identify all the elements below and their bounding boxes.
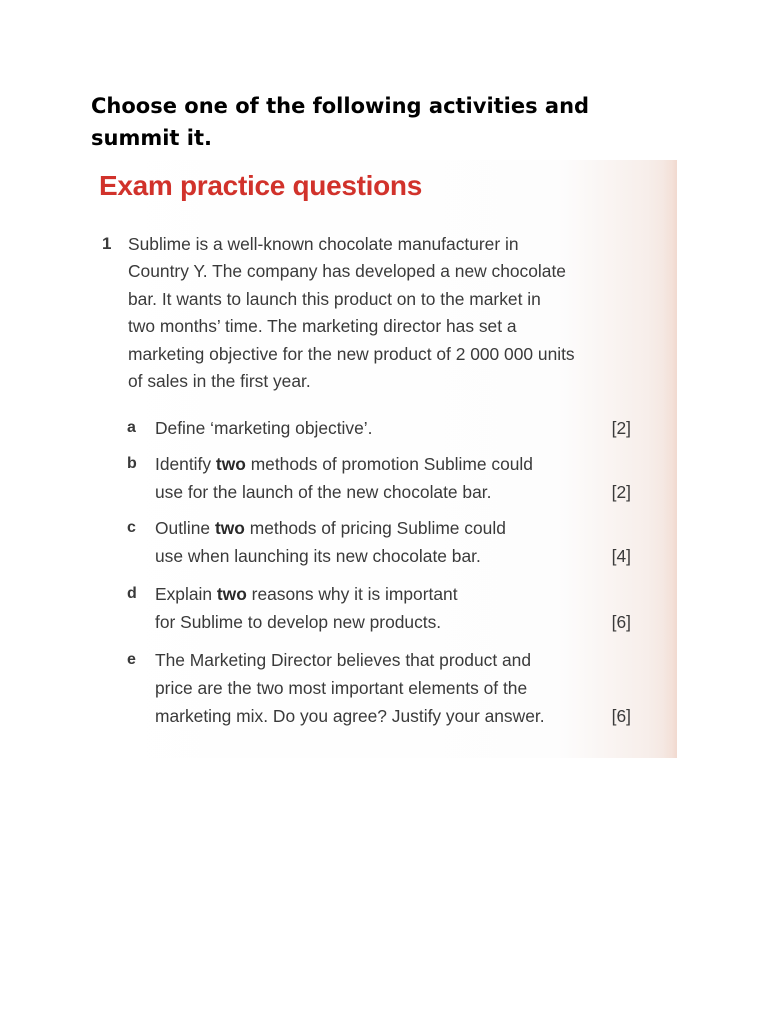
part-letter: a	[127, 419, 136, 436]
marks-label: [2]	[611, 482, 631, 502]
part-line	[155, 580, 595, 608]
part-text-segment: price are the two most important elements of the	[155, 678, 528, 698]
emphasis-text: two	[215, 454, 246, 474]
part-text	[155, 646, 595, 730]
stem-line: two months’ time. The marketing director has set a	[128, 316, 517, 337]
part-text-segment: methods of pricing Sublime could	[244, 518, 506, 538]
part-text-segment: use for the launch of the new chocolate bar.	[155, 482, 492, 502]
stem-line: Sublime is a well-known chocolate manufacturer in	[128, 234, 519, 254]
question-part-a	[85, 414, 645, 442]
part-text-segment: Explain	[155, 584, 217, 604]
part-line	[155, 702, 595, 730]
part-line	[155, 542, 595, 570]
part-text-segment: for Sublime to develop new products.	[155, 612, 442, 632]
part-text-segment: Outline	[155, 518, 215, 538]
question-part-b	[85, 450, 645, 506]
marks-label: [6]	[611, 706, 631, 726]
question-number: 1	[102, 234, 112, 253]
instruction-line-2: summit it.	[91, 126, 212, 150]
part-text-segment: Identify	[155, 454, 216, 474]
part-text-segment: marketing mix. Do you agree? Justify your answer.	[155, 706, 545, 726]
marks-label: [6]	[611, 612, 631, 632]
instruction-line-1: Choose one of the following activities and	[91, 94, 590, 118]
part-text-segment: use when launching its new chocolate bar.	[155, 546, 481, 566]
part-line	[155, 608, 595, 636]
exam-title: Exam practice questions	[99, 170, 423, 201]
part-text-segment: The Marketing Director believes that product and	[155, 650, 532, 670]
part-line	[155, 450, 595, 478]
question-part-d	[85, 580, 645, 636]
question-part-e	[85, 646, 645, 730]
part-line	[155, 478, 595, 506]
question-stem	[128, 231, 628, 395]
emphasis-text: two	[216, 584, 247, 604]
part-letter: e	[127, 651, 136, 668]
stem-line: Country Y. The company has developed a new chocolate	[128, 261, 566, 282]
exam-scan-image	[85, 160, 677, 758]
stem-line: of sales in the first year.	[128, 371, 311, 392]
part-line	[155, 674, 595, 702]
part-letter: b	[127, 455, 137, 472]
emphasis-text: two	[214, 518, 245, 538]
part-text	[155, 414, 595, 442]
part-text-segment: Define ‘marketing objective’.	[155, 418, 373, 438]
part-letter: d	[127, 585, 137, 602]
stem-line: bar. It wants to launch this product on to the market in	[128, 288, 541, 309]
part-line	[155, 414, 595, 442]
question-part-c	[85, 514, 645, 570]
stem-line: marketing objective for the new product of 2 000 000 units	[128, 343, 575, 364]
part-letter: c	[127, 519, 136, 536]
instruction-text	[91, 90, 711, 154]
part-text-segment: methods of promotion Sublime could	[245, 454, 533, 474]
scan-page-edge	[663, 160, 677, 758]
part-text-segment: reasons why it is important	[246, 584, 458, 604]
part-line	[155, 514, 595, 542]
marks-label: [2]	[611, 418, 631, 438]
part-text	[155, 450, 595, 506]
marks-label: [4]	[611, 546, 631, 566]
part-text	[155, 514, 595, 570]
part-text	[155, 580, 595, 636]
part-line	[155, 646, 595, 674]
